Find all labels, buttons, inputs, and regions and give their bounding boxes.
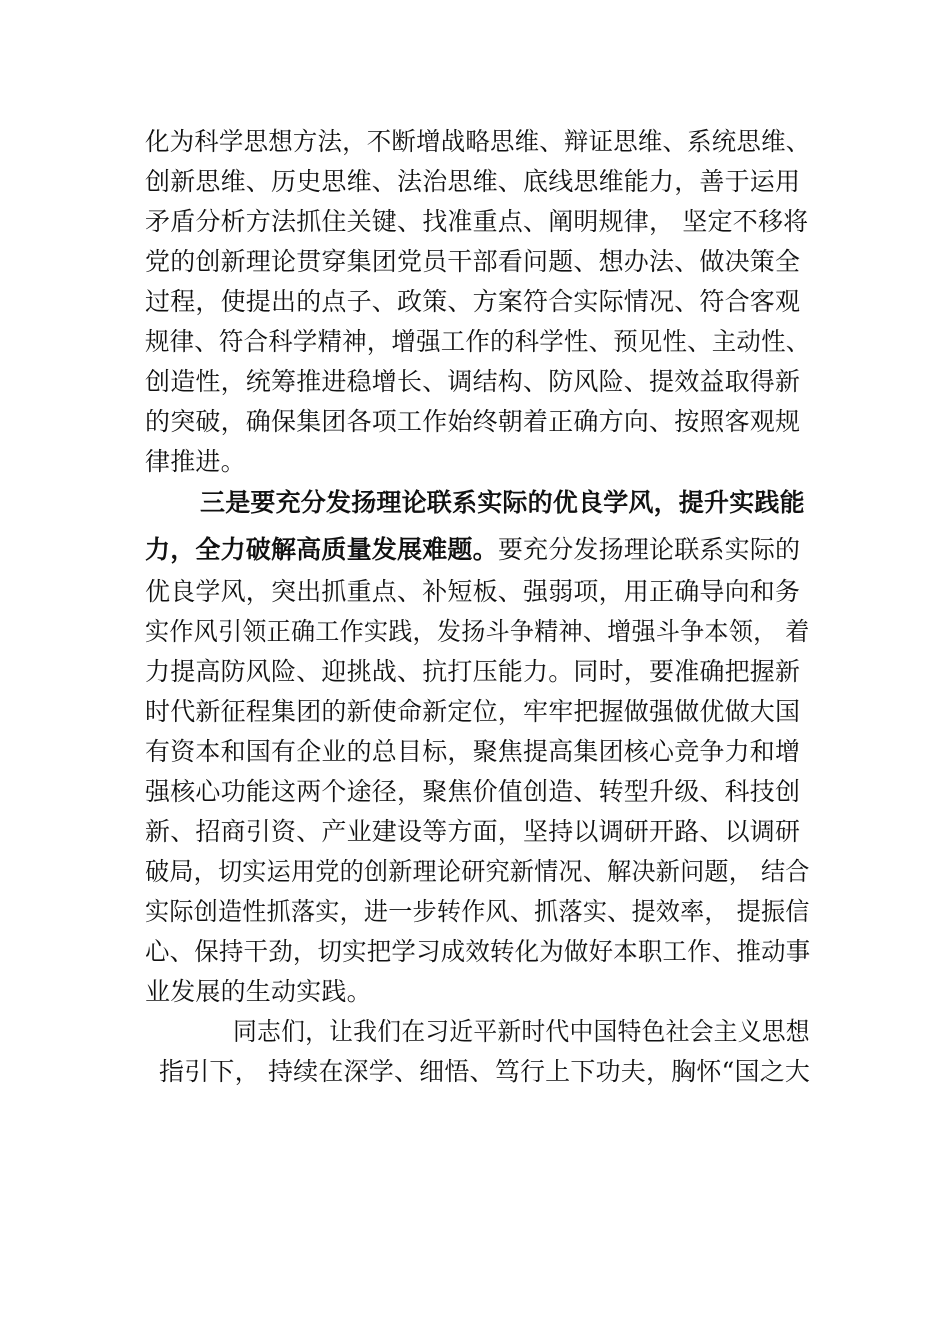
paragraph-2-line-10: 破局，切实运用党的创新理论研究新情况、解决新问题， 结合 <box>145 857 810 886</box>
paragraph-2-line-9: 新、招商引资、产业建设等方面，坚持以调研开路、以调研 <box>145 817 801 846</box>
paragraph-1-line-8: 的突破，确保集团各项工作始终朝着正确方向、按照客观规 <box>145 407 801 436</box>
paragraph-1-line-7: 创造性，统筹推进稳增长、调结构、防风险、提效益取得新 <box>145 367 801 396</box>
paragraph-1-line-3: 矛盾分析方法抓住关键、找准重点、阐明规律， 坚定不移将 <box>145 207 809 236</box>
paragraph-3-line-2: 指引下， 持续在深学、细悟、笃行上下功夫，胸怀“国之大 <box>159 1057 811 1086</box>
paragraph-1-line-4: 党的创新理论贯穿集团党员干部看问题、想办法、做决策全 <box>145 247 801 276</box>
paragraph-2-line-8: 强核心功能这两个途径，聚焦价值创造、转型升级、科技创 <box>145 777 801 806</box>
paragraph-2-line-4: 实作风引领正确工作实践，发扬斗争精神、增强斗争本领， 着 <box>145 617 810 646</box>
paragraph-3-line-1: 同志们，让我们在习近平新时代中国特色社会主义思想 <box>233 1017 810 1046</box>
paragraph-1-line-9: 律推进。 <box>145 447 246 476</box>
paragraph-2-heading-line-1: 三是要充分发扬理论联系实际的优良学风，提升实践能 <box>200 488 805 517</box>
paragraph-2-line-2 <box>145 535 800 565</box>
paragraph-2-line-6: 时代新征程集团的新使命新定位，牢牢把握做强做优做大国 <box>145 697 801 726</box>
paragraph-1-line-5: 过程，使提出的点子、政策、方案符合实际情况、符合客观 <box>145 287 801 316</box>
paragraph-2-line-2-rest: 要充分发扬理论联系实际的 <box>497 535 801 564</box>
paragraph-1-line-2: 创新思维、历史思维、法治思维、底线思维能力，善于运用 <box>145 167 801 196</box>
paragraph-2-line-3: 优良学风，突出抓重点、补短板、强弱项，用正确导向和务 <box>145 577 801 606</box>
paragraph-2-line-13: 业发展的生动实践。 <box>145 977 372 1006</box>
paragraph-2-line-7: 有资本和国有企业的总目标，聚焦提高集团核心竞争力和增 <box>145 737 801 766</box>
paragraph-2-line-11: 实际创造性抓落实，进一步转作风、抓落实、提效率， 提振信 <box>145 897 810 926</box>
paragraph-1-line-1: 化为科学思想方法，不断增战略思维、辩证思维、系统思维、 <box>145 127 811 156</box>
paragraph-2-line-5: 力提高防风险、迎挑战、抗打压能力。同时，要准确把握新 <box>145 657 801 686</box>
paragraph-2-line-12: 心、保持干劲，切实把学习成效转化为做好本职工作、推动事 <box>145 937 811 966</box>
paragraph-2-heading-line-2: 力，全力破解高质量发展难题。 <box>145 535 498 564</box>
paragraph-1-line-6: 规律、符合科学精神，增强工作的科学性、预见性、主动性、 <box>145 327 811 356</box>
